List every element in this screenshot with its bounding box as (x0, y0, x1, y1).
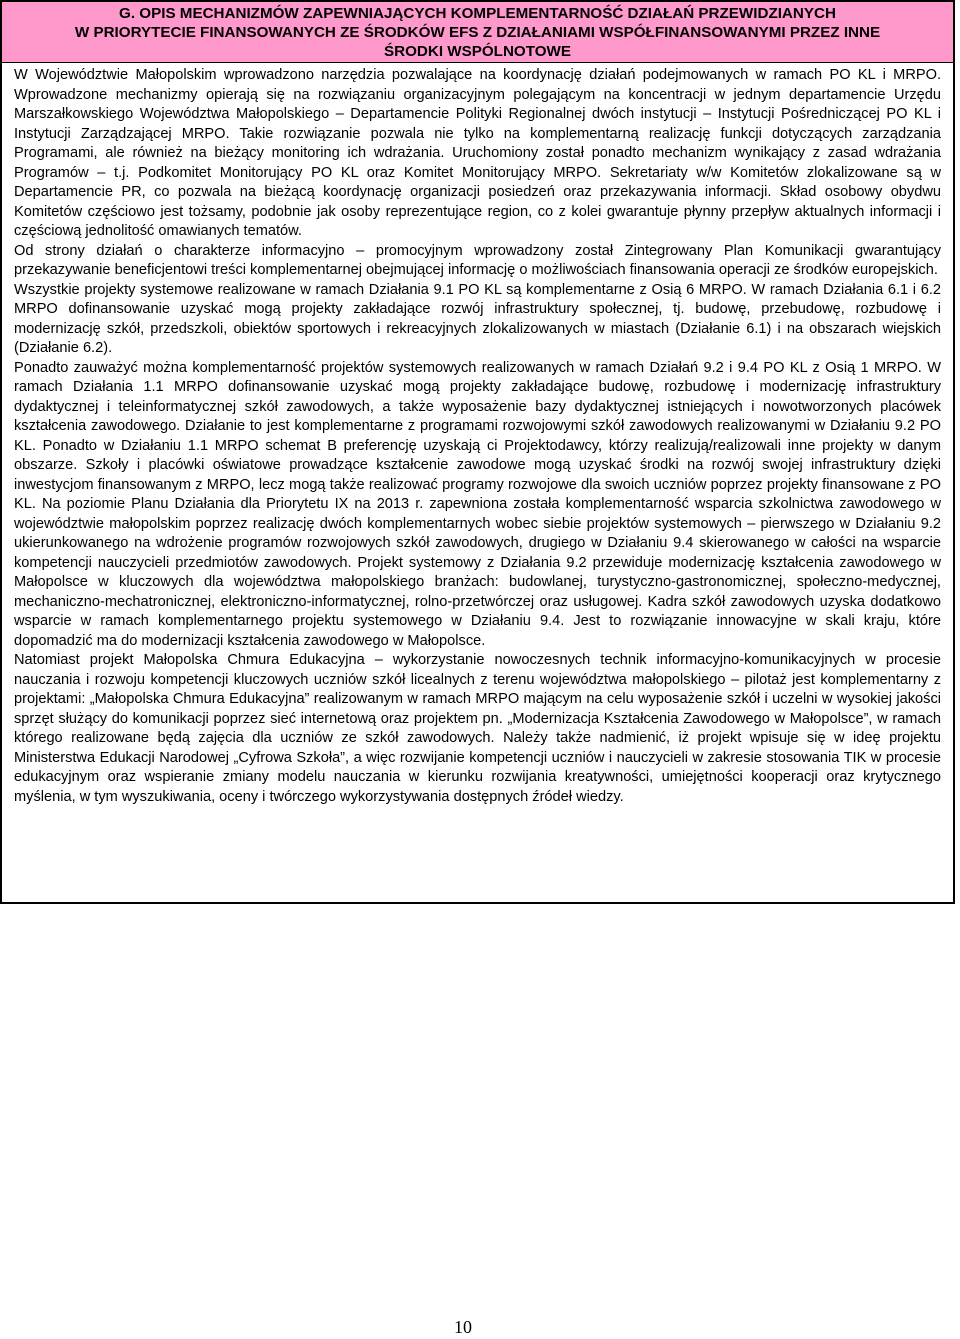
section-heading-line-2: W PRIORYTECIE FINANSOWANYCH ZE ŚRODKÓW EFS Z DZIAŁANIAMI WSPÓŁFINANSOWANYMI PRZEZ INNE (74, 24, 881, 41)
section-heading-line-1: G. OPIS MECHANIZMÓW ZAPEWNIAJĄCYCH KOMPLEMENTARNOŚĆ DZIAŁAŃ PRZEWIDZIANYCH (119, 5, 836, 22)
paragraph-communication-plan: Od strony działań o charakterze informacyjno – promocyjnym wprowadzony został Zintegrowany Plan Komunikacji gwarantujący przekazywanie beneficjentowi treści komplementarnej obejmującej informację o możliwościach finansowania operacji ze środków europejskich. (14, 242, 941, 278)
paragraph-education-cloud: Natomiast projekt Małopolska Chmura Edukacyjna – wykorzystanie nowoczesnych technik informacyjno-komunikacyjnych w procesie nauczania i rozwoju kompetencji kluczowych uczniów szkół licealnych z terenu województwa małopolskiego – pilotaż jest komplementarny z projektami: „Małopolska Chmura Edukacyjna” realizowanym w ramach MRPO mającym na celu wyposażenie szkół i uczelni w wysokiej jakości sprzęt służący do komunikacji poprzez sieć internetową oraz projektem pn. „Modernizacja Kształcenia Zawodowego w Małopolsce”, w ramach którego realizowane będą zajęcia dla uczniów ze szkół zawodowych. Należy także nadmienić, iż projekt wpisuje się w ideę projektu Ministerstwa Edukacji Narodowej „Cyfrowa Szkoła”, a więc rozwijanie kompetencji uczniów i nauczycieli w zakresie stosowania TIK w procesie edukacyjnym oraz wspieranie zmiany modelu nauczania w kierunku rozwijania kreatywności, umiejętności kooperacji oraz krytycznego myślenia, w tym wyszukiwania, oceny i twórczego wykorzystywania dostępnych źródeł wiedzy. (14, 652, 941, 805)
paragraph-measure-9-1: Wszystkie projekty systemowe realizowane w ramach Działania 9.1 PO KL są komplementarne z Osią 6 MRPO. W ramach Działania 6.1 i 6.2 MRPO dofinansowanie uzyskać mogą projekty zakładające rozwój infrastruktury społecznej, tj. budowę, przebudowę, rozbudowę i modernizację szkół, przedszkoli, obiektów sportowych i rekreacyjnych zlokalizowanych w miastach (Działanie 6.1) i na obszarach wiejskich (Działanie 6.2). (14, 281, 941, 356)
paragraph-coordination: W Województwie Małopolskim wprowadzono narzędzia pozwalające na koordynację działań podejmowanych w ramach PO KL i MRPO. Wprowadzone mechanizmy opierają się na rozwiązaniu organizacyjnym polegającym na koncentracji w jednym departamencie Urzędu Marszałkowskiego Województwa Małopolskiego – Departamencie Polityki Regionalnej dwóch instytucji – Instytucji Pośredniczącej PO KL i Instytucji Zarządzającej MRPO. Takie rozwiązanie pozwala nie tylko na komplementarną realizację funkcji dotyczących zarządzania Programami, ale również na bieżący monitoring ich wdrażania. Uruchomiony został ponadto mechanizm wynikający z zasad wdrażania Programów – t.j. Podkomitet Monitorujący PO KL oraz Komitet Monitorujący MRPO. Sekretariaty w/w Komitetów zlokalizowane są w Departamencie PR, co pozwala na bieżącą koordynację organizacji posiedzeń oraz przekazywania informacji. Skład osobowy obydwu Komitetów częściowo jest tożsamy, podobnie jak osoby reprezentujące region, co z kolei gwarantuje płynny przepływ aktualnych informacji i częściową jednolitość omawianych tematów. (14, 67, 941, 239)
paragraph-measures-9-2-9-4: Ponadto zauważyć można komplementarność projektów systemowych realizowanych w ramach Działań 9.2 i 9.4 PO KL z Osią 1 MRPO. W ramach Działania 1.1 MRPO dofinansowanie uzyskać mogą projekty zakładające budowę, rozbudowę i modernizację infrastruktury dydaktycznej i teleinformatycznej szkół zawodowych, a także wyposażenie bazy dydaktycznej istniejących i nowotworzonych placówek kształcenia zawodowego. Działanie to jest komplementarne z programami rozwojowymi szkół zawodowych realizowanymi w Działaniu 9.2 PO KL. Ponadto w Działaniu 1.1 MRPO schemat B preferencję uzyskają ci Projektodawcy, którzy realizują/realizowali inne projekty w danym obszarze. Szkoły i placówki oświatowe prowadzące kształcenie zawodowe mogą uzyskać środki na rozwój swojej infrastruktury dzięki inwestycjom finansowanym z MRPO, lecz mogą także realizować programy rozwojowe dla swoich uczniów poprzez projekty finansowane z PO KL. Na poziomie Planu Działania dla Priorytetu IX na 2013 r. zapewniona została komplementarność wsparcia szkolnictwa zawodowego w województwie małopolskim poprzez realizację dwóch komplementarnych wobec siebie projektów systemowych – pierwszego w Działaniu 9.2 ukierunkowanego na wdrożenie programów rozwojowych szkół zawodowych, drugiego w Działaniu 9.4 skierowanego w całości na wsparcie kompetencji nauczycieli przedmiotów zawodowych. Projekt systemowy z Działania 9.2 przewiduje modernizację kształcenia zawodowego w Małopolsce w kluczowych dla województwa małopolskiego branżach: budowlanej, turystyczno-gastronomicznej, społeczno-medycznej, mechaniczno-mechatronicznej, elektroniczno-informatycznej, rolno-przetwórczej oraz usługowej. Kadra szkół zawodowych uzyska dodatkowo wsparcie w ramach komplementarnego projektu systemowego w Działaniu 9.4. Jest to rozwiązanie innowacyjne w skali kraju, które dopomadzić ma do modernizacji kształcenia zawodowego w Małopolsce. (14, 359, 941, 649)
page-number: 10 (454, 1317, 472, 1337)
section-heading-line-3: ŚRODKI WSPÓLNOTOWE (383, 43, 572, 60)
section-heading (2, 2, 953, 63)
section-body (2, 63, 953, 807)
